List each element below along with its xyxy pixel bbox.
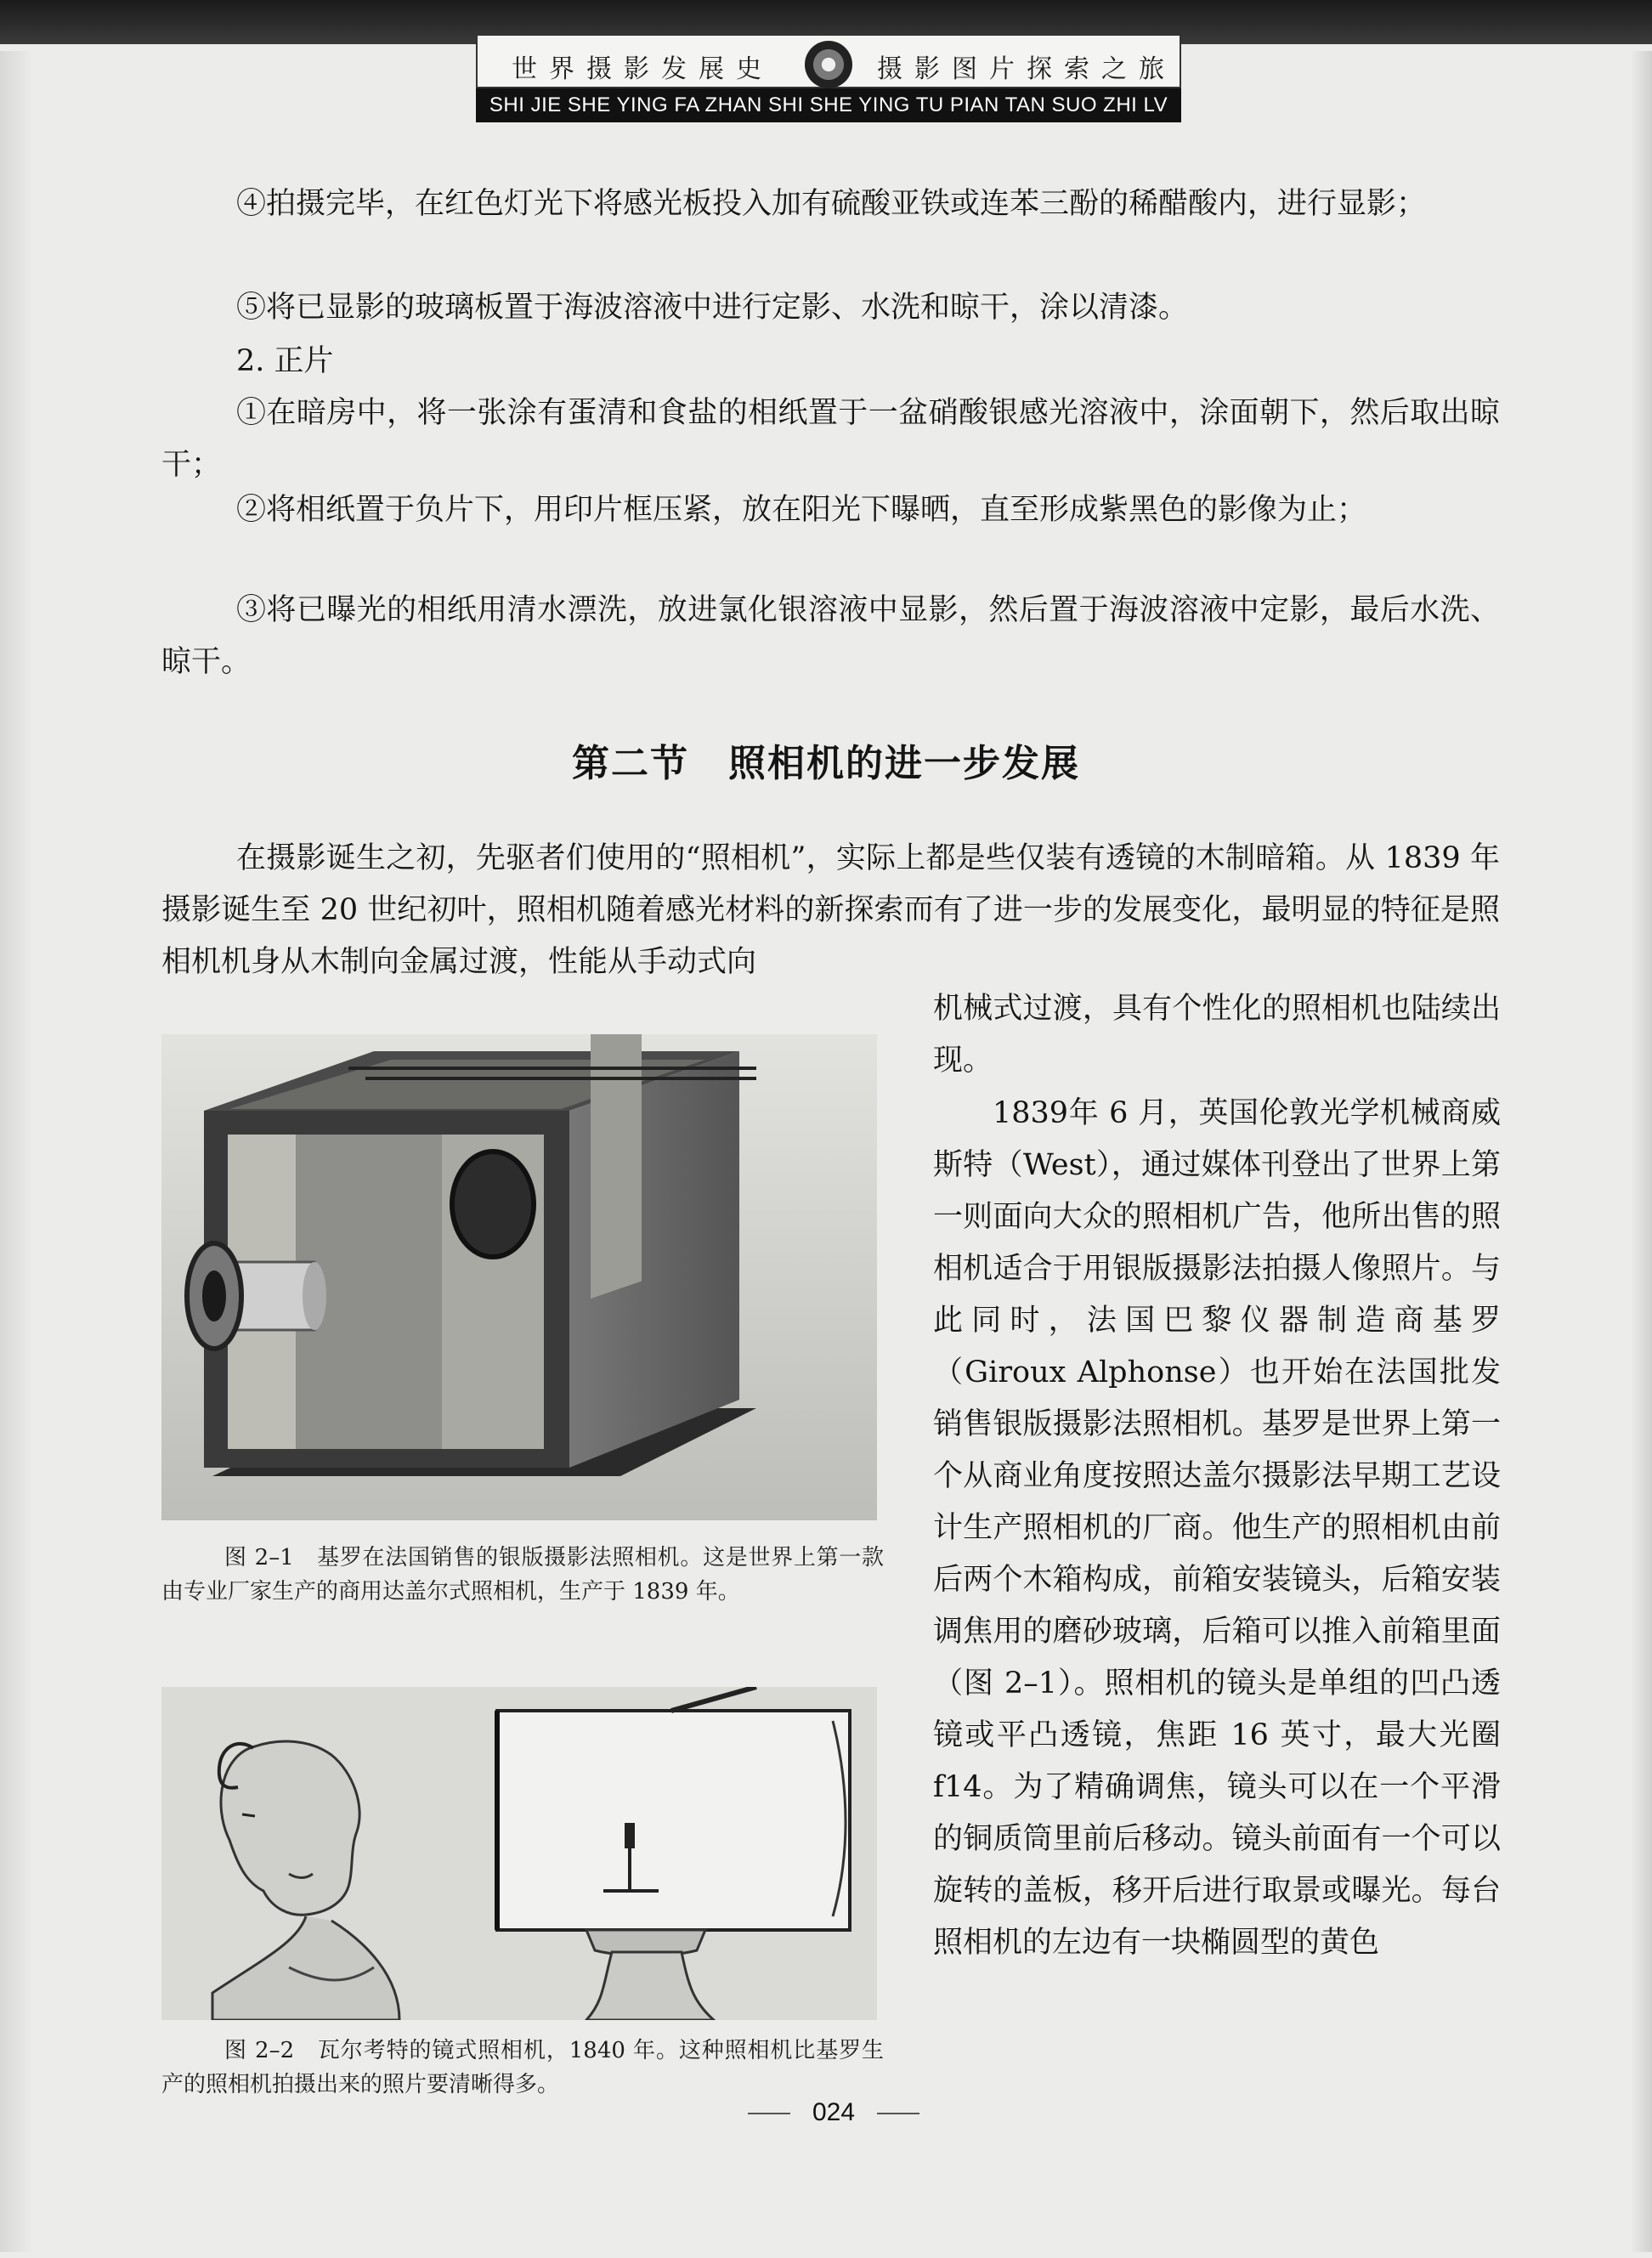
section-intro-paragraph: 在摄影诞生之初，先驱者们使用的“照相机”，实际上都是些仅装有透镜的木制暗箱。从 1839 年摄影诞生至 20 世纪初叶，照相机随着感光材料的新探索而有了进一步的发展变化，最明显的特征是照相机机身从木制向金属过渡，性能从手动式向 bbox=[161, 841, 1500, 979]
paragraph-step-5: ⑤将已显影的玻璃板置于海波溶液中进行定影、水洗和晾干，涂以清漆。 bbox=[236, 291, 1189, 325]
header-series-title: 摄影图片探索之旅 bbox=[877, 54, 1176, 84]
figure-2-2-image bbox=[161, 1687, 877, 2020]
paragraph-positive-2: ②将相纸置于负片下，用印片框压紧，放在阳光下曝晒，直至形成紫黑色的影像为止； bbox=[236, 493, 1367, 527]
right-column-continuation: 机械式过渡，具有个性化的照相机也陆续出现。 bbox=[933, 992, 1501, 1078]
paragraph-positive-1: ①在暗房中，将一张涂有蛋清和食盐的相纸置于一盆硝酸银感光溶液中，涂面朝下，然后取出晾干； bbox=[161, 396, 1500, 482]
figure-2-2-caption: 图 2–2 瓦尔考特的镜式照相机，1840 年。这种照相机比基罗生产的照相机拍摄出来的照片要清晰得多。 bbox=[161, 2038, 884, 2097]
page-edge-shadow-right bbox=[1630, 51, 1652, 2252]
header-title-bar bbox=[476, 34, 1181, 88]
header-book-title: 世界摄影发展史 bbox=[512, 54, 773, 84]
section-title: 第二节 照相机的进一步发展 bbox=[572, 742, 1080, 785]
page-edge-shadow-left bbox=[0, 51, 34, 2252]
right-column-paragraph: 1839年 6 月，英国伦敦光学机械商威斯特（West），通过媒体刊登出了世界上第一则面向大众的照相机广告，他所出售的照相机适合于用银版摄影法拍摄人像照片。与此同时，法国巴黎仪器制造商基罗（Giroux Alphonse）也开始在法国批发销售银版摄影法照相机。基罗是世界上第一个从商业角度按照达盖尔摄影法早期工艺设计生产照相机的厂商。他生产的照相机由前后两个木箱构成，前箱安装镜头，后箱安装调焦用的磨砂玻璃，后箱可以推入前箱里面（图 2–1）。照相机的镜头是单组的凹凸透镜或平凸透镜，焦距 16 英寸，最大光圈 f14。为了精确调焦，镜头可以在一个平滑的铜质筒里前后移动。镜头前面有一个可以旋转的盖板，移开后进行取景或曝光。每台照相机的左边有一块椭圆型的黄色 bbox=[933, 1096, 1501, 1960]
page-number: 024 bbox=[812, 2098, 856, 2126]
paragraph-positive-3: ③将已曝光的相纸用清水漂洗，放进氯化银溶液中显影，然后置于海波溶液中定影，最后水洗、晾干。 bbox=[161, 593, 1500, 679]
paragraph-step-4: ④拍摄完毕，在红色灯光下将感光板投入加有硫酸亚铁或连苯三酚的稀醋酸内，进行显影； bbox=[236, 187, 1427, 221]
running-header bbox=[476, 34, 1181, 124]
page-number-rule-left bbox=[748, 2113, 790, 2114]
lens-logo-icon bbox=[805, 41, 852, 88]
figure-2-1-caption: 图 2–1 基罗在法国销售的银版摄影法照相机。这是世界上第一款由专业厂家生产的商用达盖尔式照相机，生产于 1839 年。 bbox=[161, 1545, 884, 1604]
page-number-rule-right bbox=[877, 2113, 919, 2114]
header-pinyin: SHI JIE SHE YING FA ZHAN SHI SHE YING TU PIAN TAN SUO ZHI LV bbox=[476, 88, 1181, 122]
subheading-positive: 2. 正片 bbox=[236, 344, 334, 378]
figure-2-1-image bbox=[161, 1034, 877, 1520]
